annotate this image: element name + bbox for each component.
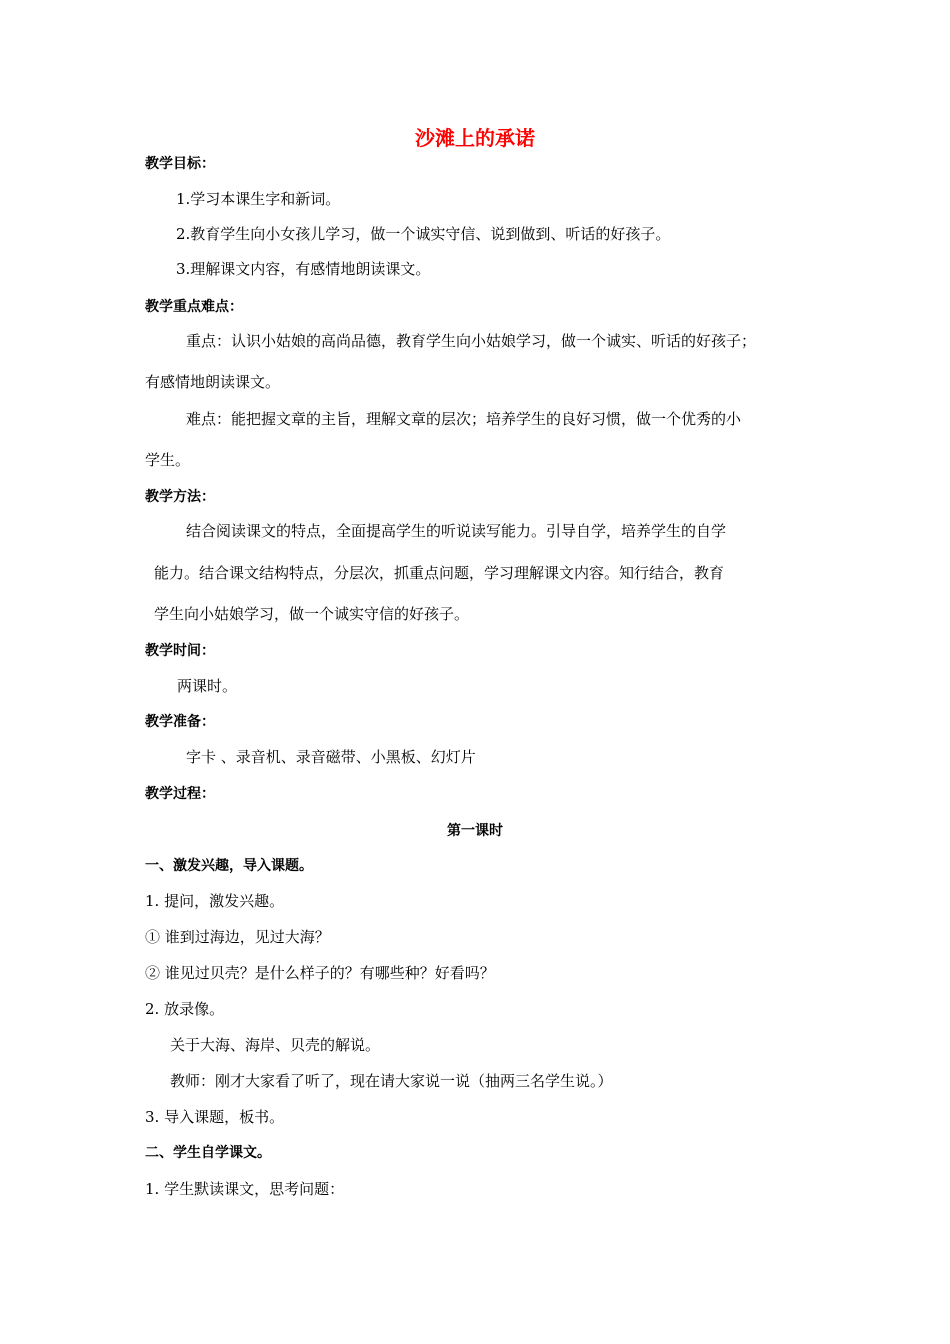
prep-value: 字卡 、录音机、录音磁带、小黑板、幻灯片 xyxy=(186,748,476,766)
section1-step-2-detail: 关于大海、海岸、贝壳的解说。 xyxy=(170,1036,381,1054)
document-title: 沙滩上的承诺 xyxy=(415,126,535,150)
methods-line-2: 能力。结合课文结构特点，分层次，抓重点问题，学习理解课文内容。知行结合，教育 xyxy=(154,564,725,582)
difficulty-line-2: 学生。 xyxy=(145,451,191,469)
goals-heading: 教学目标： xyxy=(145,156,215,172)
prep-heading: 教学准备： xyxy=(145,714,215,730)
methods-line-1: 结合阅读课文的特点，全面提高学生的听说读写能力。引导自学，培养学生的自学 xyxy=(186,522,727,540)
focus-line-1: 重点：认识小姑娘的高尚品德，教育学生向小姑娘学习，做一个诚实、听话的好孩子； xyxy=(186,332,757,350)
lesson-title: 第一课时 xyxy=(447,823,503,839)
section1-step-2: 2. 放录像。 xyxy=(145,1000,225,1018)
time-value: 两课时。 xyxy=(177,677,238,695)
goal-item-2: 2.教育学生向小女孩儿学习，做一个诚实守信、说到做到、听话的好孩子。 xyxy=(176,225,671,243)
focus-line-2: 有感情地朗读课文。 xyxy=(145,373,281,391)
key-points-heading: 教学重点难点： xyxy=(145,299,243,315)
methods-line-3: 学生向小姑娘学习，做一个诚实守信的好孩子。 xyxy=(154,605,470,623)
time-heading: 教学时间： xyxy=(145,643,215,659)
methods-heading: 教学方法： xyxy=(145,489,215,505)
section1-question-2: ② 谁见过贝壳？是什么样子的？有哪些种？好看吗？ xyxy=(145,964,495,982)
section2-heading: 二、学生自学课文。 xyxy=(145,1145,271,1161)
section1-step-1: 1. 提问，激发兴趣。 xyxy=(145,892,285,910)
section1-step-2-teacher: 教师：刚才大家看了听了，现在请大家说一说（抽两三名学生说。） xyxy=(170,1072,613,1090)
section2-step-1: 1. 学生默读课文，思考问题： xyxy=(145,1180,345,1198)
difficulty-line-1: 难点：能把握文章的主旨，理解文章的层次；培养学生的良好习惯，做一个优秀的小 xyxy=(186,410,742,428)
goal-item-1: 1.学习本课生字和新词。 xyxy=(176,190,341,208)
section1-question-1: ① 谁到过海边，见过大海？ xyxy=(145,928,330,946)
goal-item-3: 3.理解课文内容，有感情地朗读课文。 xyxy=(176,260,431,278)
section1-step-3: 3. 导入课题，板书。 xyxy=(145,1108,285,1126)
section1-heading: 一、激发兴趣，导入课题。 xyxy=(145,858,313,874)
process-heading: 教学过程： xyxy=(145,786,215,802)
